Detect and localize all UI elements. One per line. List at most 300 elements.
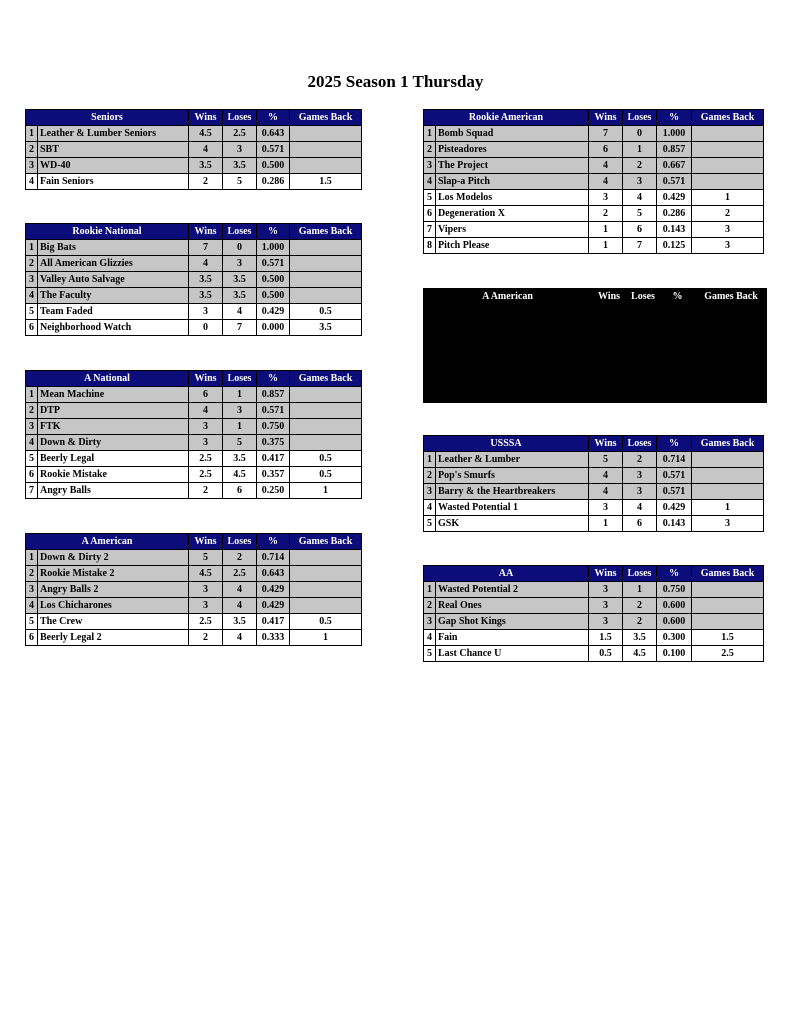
table-row	[26, 550, 362, 566]
loses-header: Loses	[623, 110, 657, 126]
games-back-value: 0.5	[290, 614, 362, 630]
rank-cell: 1	[26, 240, 38, 256]
table-header-row	[424, 436, 764, 452]
table-header-row	[423, 288, 767, 305]
rank-cell: 2	[26, 566, 38, 582]
rank-cell: 7	[26, 483, 38, 499]
division-name: USSSA	[424, 436, 589, 452]
games-back-header: Games Back	[290, 110, 362, 126]
standings-table-aa	[423, 565, 764, 662]
wins-value: 3	[189, 435, 223, 451]
table-row	[26, 566, 362, 582]
loses-value: 5	[223, 174, 257, 190]
wins-value: 3.5	[189, 288, 223, 304]
rank-cell: 5	[26, 451, 38, 467]
wins-value: 5	[189, 550, 223, 566]
table-header-row	[424, 110, 764, 126]
table-row	[26, 174, 362, 190]
games-back-value	[290, 142, 362, 158]
table-row	[424, 126, 764, 142]
games-back-value	[290, 403, 362, 419]
loses-value: 1	[223, 387, 257, 403]
team-name: Los Modelos	[436, 190, 589, 206]
table-header-row	[424, 566, 764, 582]
rank-cell: 1	[424, 126, 436, 142]
games-back-value	[290, 582, 362, 598]
team-name: Leather & Lumber Seniors	[38, 126, 189, 142]
loses-header: Loses	[623, 566, 657, 582]
rank-cell: 3	[26, 419, 38, 435]
rank-cell: 1	[424, 582, 436, 598]
rank-cell: 2	[424, 598, 436, 614]
team-name: Pitch Please	[436, 238, 589, 254]
team-name: Vipers	[436, 222, 589, 238]
rank-cell: 4	[26, 288, 38, 304]
pct-header: %	[657, 566, 692, 582]
pct-header: %	[257, 371, 290, 387]
wins-value: 6	[589, 142, 623, 158]
team-name: All American Glizzies	[38, 256, 189, 272]
games-back-header: Games Back	[290, 224, 362, 240]
table-row	[424, 630, 764, 646]
games-back-value	[290, 598, 362, 614]
wins-value: 2	[589, 206, 623, 222]
division-name: Rookie National	[26, 224, 189, 240]
loses-value: 2	[623, 452, 657, 468]
pct-value: 0.250	[257, 483, 290, 499]
team-name: The Crew	[38, 614, 189, 630]
rank-cell: 6	[26, 320, 38, 336]
wins-value: 5	[589, 452, 623, 468]
pct-value: 0.286	[257, 174, 290, 190]
team-name: Last Chance U	[436, 646, 589, 662]
pct-value: 0.571	[657, 484, 692, 500]
wins-header: Wins	[589, 436, 623, 452]
games-back-value: 1	[692, 500, 764, 516]
table-header-row	[26, 224, 362, 240]
games-back-header: Games Back	[290, 534, 362, 550]
wins-value: 3	[589, 582, 623, 598]
team-name: Leather & Lumber	[436, 452, 589, 468]
games-back-value	[692, 174, 764, 190]
wins-value: 2	[189, 174, 223, 190]
wins-value: 3	[589, 190, 623, 206]
games-back-value: 1	[692, 190, 764, 206]
rank-cell: 1	[26, 126, 38, 142]
team-name: Pop's Smurfs	[436, 468, 589, 484]
page-title: 2025 Season 1 Thursday	[307, 72, 484, 91]
loses-value: 4.5	[223, 467, 257, 483]
rank-cell: 1	[424, 452, 436, 468]
pct-value: 0.571	[657, 174, 692, 190]
wins-value: 0.5	[589, 646, 623, 662]
table-row	[424, 614, 764, 630]
team-name: Bomb Squad	[436, 126, 589, 142]
standings-table-seniors	[25, 109, 362, 190]
pct-value: 0.750	[657, 582, 692, 598]
pct-header: %	[657, 436, 692, 452]
games-back-value	[290, 419, 362, 435]
pct-value: 0.643	[257, 126, 290, 142]
loses-header: Loses	[223, 110, 257, 126]
games-back-value	[692, 582, 764, 598]
table-row	[26, 630, 362, 646]
loses-value: 1	[223, 419, 257, 435]
loses-value: 3	[223, 403, 257, 419]
table-row	[26, 467, 362, 483]
table-header-row	[26, 534, 362, 550]
pct-value: 0.000	[257, 320, 290, 336]
team-name: Barry & the Heartbreakers	[436, 484, 589, 500]
games-back-value: 3	[692, 238, 764, 254]
loses-value: 4.5	[623, 646, 657, 662]
table-row	[26, 614, 362, 630]
games-back-value	[290, 256, 362, 272]
games-back-value	[290, 288, 362, 304]
games-back-value	[692, 126, 764, 142]
rank-cell: 6	[26, 467, 38, 483]
rank-cell: 8	[424, 238, 436, 254]
table-row	[424, 158, 764, 174]
games-back-value: 0.5	[290, 467, 362, 483]
pct-value: 0.300	[657, 630, 692, 646]
table-row	[26, 240, 362, 256]
team-name: Beerly Legal	[38, 451, 189, 467]
table-row	[26, 142, 362, 158]
table-row	[424, 500, 764, 516]
pct-value: 0.857	[257, 387, 290, 403]
wins-value: 4	[189, 142, 223, 158]
games-back-value: 0.5	[290, 451, 362, 467]
pct-value: 0.714	[257, 550, 290, 566]
wins-value: 2	[189, 630, 223, 646]
loses-value: 4	[223, 630, 257, 646]
loses-value: 2	[623, 598, 657, 614]
team-name: Angry Balls 2	[38, 582, 189, 598]
pct-value: 0.286	[657, 206, 692, 222]
wins-value: 3	[189, 582, 223, 598]
games-back-header: Games Back	[692, 110, 764, 126]
team-name: Wasted Potential 1	[436, 500, 589, 516]
rank-cell: 1	[26, 387, 38, 403]
games-back-header: Games Back	[704, 291, 758, 302]
team-name: Mean Machine	[38, 387, 189, 403]
pct-value: 0.429	[257, 598, 290, 614]
wins-value: 1	[589, 516, 623, 532]
wins-value: 2	[189, 483, 223, 499]
wins-value: 3	[189, 419, 223, 435]
loses-value: 5	[223, 435, 257, 451]
team-name: Big Bats	[38, 240, 189, 256]
pct-value: 0.500	[257, 158, 290, 174]
rank-cell: 7	[424, 222, 436, 238]
loses-value: 4	[223, 598, 257, 614]
team-name: Wasted Potential 2	[436, 582, 589, 598]
wins-value: 4	[189, 403, 223, 419]
rank-cell: 5	[424, 190, 436, 206]
rank-cell: 1	[26, 550, 38, 566]
loses-value: 3	[223, 142, 257, 158]
table-row	[26, 387, 362, 403]
loses-value: 7	[223, 320, 257, 336]
games-back-value	[290, 272, 362, 288]
loses-value: 3.5	[623, 630, 657, 646]
pct-value: 1.000	[657, 126, 692, 142]
loses-value: 2.5	[223, 126, 257, 142]
team-name: Fain	[436, 630, 589, 646]
pct-value: 0.500	[257, 288, 290, 304]
games-back-value: 1.5	[290, 174, 362, 190]
table-row	[26, 419, 362, 435]
table-row	[424, 190, 764, 206]
loses-value: 6	[223, 483, 257, 499]
team-name: SBT	[38, 142, 189, 158]
games-back-header: Games Back	[290, 371, 362, 387]
pct-value: 0.429	[257, 304, 290, 320]
loses-value: 4	[623, 500, 657, 516]
loses-value: 2	[223, 550, 257, 566]
games-back-value	[692, 614, 764, 630]
table-row	[424, 598, 764, 614]
table-row	[26, 126, 362, 142]
table-row	[26, 320, 362, 336]
games-back-value: 2	[692, 206, 764, 222]
pct-value: 0.571	[257, 256, 290, 272]
team-name: The Project	[436, 158, 589, 174]
team-name: FTK	[38, 419, 189, 435]
rank-cell: 6	[26, 630, 38, 646]
wins-header: Wins	[189, 534, 223, 550]
pct-value: 0.571	[257, 142, 290, 158]
division-name: A American	[26, 534, 189, 550]
games-back-value	[290, 158, 362, 174]
pct-value: 0.857	[657, 142, 692, 158]
loses-value: 3	[623, 174, 657, 190]
table-row	[424, 222, 764, 238]
rank-cell: 4	[424, 500, 436, 516]
rank-cell: 3	[26, 272, 38, 288]
wins-value: 3.5	[189, 272, 223, 288]
loses-value: 4	[223, 304, 257, 320]
team-name: Valley Auto Salvage	[38, 272, 189, 288]
loses-header: Loses	[223, 371, 257, 387]
rank-cell: 2	[26, 403, 38, 419]
table-row	[424, 142, 764, 158]
team-name: Fain Seniors	[38, 174, 189, 190]
wins-value: 4	[589, 158, 623, 174]
team-name: Rookie Mistake 2	[38, 566, 189, 582]
games-back-value	[692, 452, 764, 468]
games-back-value	[290, 550, 362, 566]
pct-header: %	[657, 110, 692, 126]
wins-value: 3	[189, 598, 223, 614]
table-row	[424, 646, 764, 662]
pct-value: 0.375	[257, 435, 290, 451]
rank-cell: 3	[26, 582, 38, 598]
pct-header: %	[257, 534, 290, 550]
loses-value: 3.5	[223, 158, 257, 174]
table-row	[424, 582, 764, 598]
pct-value: 0.143	[657, 222, 692, 238]
wins-value: 3	[189, 304, 223, 320]
loses-value: 2	[623, 614, 657, 630]
table-row	[26, 158, 362, 174]
table-row	[26, 598, 362, 614]
table-row	[26, 435, 362, 451]
team-name: Gap Shot Kings	[436, 614, 589, 630]
table-row	[424, 516, 764, 532]
loses-value: 4	[223, 582, 257, 598]
rank-cell: 4	[424, 174, 436, 190]
rank-cell: 6	[424, 206, 436, 222]
rank-cell: 4	[26, 598, 38, 614]
pct-value: 0.417	[257, 451, 290, 467]
rank-cell: 3	[424, 614, 436, 630]
table-row	[26, 256, 362, 272]
wins-value: 4.5	[189, 566, 223, 582]
wins-header: Wins	[189, 224, 223, 240]
games-back-value: 1	[290, 630, 362, 646]
loses-value: 6	[623, 516, 657, 532]
games-back-value	[290, 566, 362, 582]
loses-header: Loses	[223, 224, 257, 240]
wins-value: 1	[589, 238, 623, 254]
rank-cell: 2	[26, 256, 38, 272]
division-name: A American	[482, 291, 533, 302]
wins-value: 7	[589, 126, 623, 142]
loses-header: Loses	[623, 436, 657, 452]
wins-value: 3	[589, 614, 623, 630]
loses-value: 3	[623, 484, 657, 500]
pct-value: 0.750	[257, 419, 290, 435]
loses-value: 2.5	[223, 566, 257, 582]
loses-value: 3	[623, 468, 657, 484]
team-name: Slap-a Pitch	[436, 174, 589, 190]
wins-value: 3.5	[189, 158, 223, 174]
games-back-value	[692, 598, 764, 614]
table-row	[26, 483, 362, 499]
wins-value: 7	[189, 240, 223, 256]
rank-cell: 4	[424, 630, 436, 646]
team-name: Team Faded	[38, 304, 189, 320]
games-back-header: Games Back	[692, 566, 764, 582]
loses-value: 0	[623, 126, 657, 142]
pct-value: 0.429	[657, 500, 692, 516]
loses-value: 3	[223, 256, 257, 272]
wins-header: Wins	[189, 371, 223, 387]
standings-table-usssa	[423, 435, 764, 532]
wins-value: 0	[189, 320, 223, 336]
games-back-value	[692, 158, 764, 174]
pct-value: 0.600	[657, 614, 692, 630]
pct-value: 0.143	[657, 516, 692, 532]
games-back-value: 1.5	[692, 630, 764, 646]
table-row	[424, 468, 764, 484]
table-row	[26, 403, 362, 419]
pct-value: 0.333	[257, 630, 290, 646]
rank-cell: 3	[424, 484, 436, 500]
games-back-value: 3.5	[290, 320, 362, 336]
pct-value: 0.500	[257, 272, 290, 288]
pct-value: 0.643	[257, 566, 290, 582]
games-back-value	[290, 126, 362, 142]
pct-value: 0.571	[657, 468, 692, 484]
loses-value: 1	[623, 142, 657, 158]
division-name: Seniors	[26, 110, 189, 126]
pct-value: 0.429	[657, 190, 692, 206]
table-row	[424, 452, 764, 468]
rank-cell: 2	[26, 142, 38, 158]
rank-cell: 2	[424, 142, 436, 158]
games-back-value: 3	[692, 222, 764, 238]
rank-cell: 5	[424, 646, 436, 662]
rank-cell: 4	[26, 174, 38, 190]
table-row	[424, 238, 764, 254]
team-name: DTP	[38, 403, 189, 419]
team-name: Down & Dirty	[38, 435, 189, 451]
table-row	[26, 451, 362, 467]
pct-header: %	[257, 224, 290, 240]
games-back-value	[692, 142, 764, 158]
rank-cell: 3	[26, 158, 38, 174]
team-name: Beerly Legal 2	[38, 630, 189, 646]
wins-value: 3	[589, 598, 623, 614]
wins-value: 2.5	[189, 467, 223, 483]
team-name: Real Ones	[436, 598, 589, 614]
wins-header: Wins	[597, 291, 621, 302]
games-back-value: 1	[290, 483, 362, 499]
games-back-header: Games Back	[692, 436, 764, 452]
games-back-value: 0.5	[290, 304, 362, 320]
division-name: A National	[26, 371, 189, 387]
loses-value: 3.5	[223, 272, 257, 288]
pct-value: 0.571	[257, 403, 290, 419]
division-name: AA	[424, 566, 589, 582]
wins-value: 4	[589, 468, 623, 484]
loses-value: 3.5	[223, 288, 257, 304]
loses-header: Loses	[631, 291, 655, 302]
games-back-value	[290, 387, 362, 403]
loses-header: Loses	[223, 534, 257, 550]
games-back-value	[290, 435, 362, 451]
table-header-row	[26, 371, 362, 387]
table-row	[424, 174, 764, 190]
loses-value: 0	[223, 240, 257, 256]
games-back-value: 3	[692, 516, 764, 532]
team-name: Down & Dirty 2	[38, 550, 189, 566]
wins-header: Wins	[189, 110, 223, 126]
rank-cell: 5	[424, 516, 436, 532]
rank-cell: 2	[424, 468, 436, 484]
pct-value: 0.600	[657, 598, 692, 614]
standings-table-a-national	[25, 370, 362, 499]
loses-value: 2	[623, 158, 657, 174]
standings-table-rookie-american	[423, 109, 764, 254]
table-row	[26, 304, 362, 320]
pct-value: 1.000	[257, 240, 290, 256]
wins-value: 4.5	[189, 126, 223, 142]
team-name: Rookie Mistake	[38, 467, 189, 483]
wins-value: 2.5	[189, 614, 223, 630]
wins-value: 4	[189, 256, 223, 272]
games-back-value	[290, 240, 362, 256]
pct-value: 0.125	[657, 238, 692, 254]
wins-value: 1.5	[589, 630, 623, 646]
pct-value: 0.429	[257, 582, 290, 598]
team-name: Degeneration X	[436, 206, 589, 222]
table-header-row	[26, 110, 362, 126]
games-back-value	[692, 484, 764, 500]
